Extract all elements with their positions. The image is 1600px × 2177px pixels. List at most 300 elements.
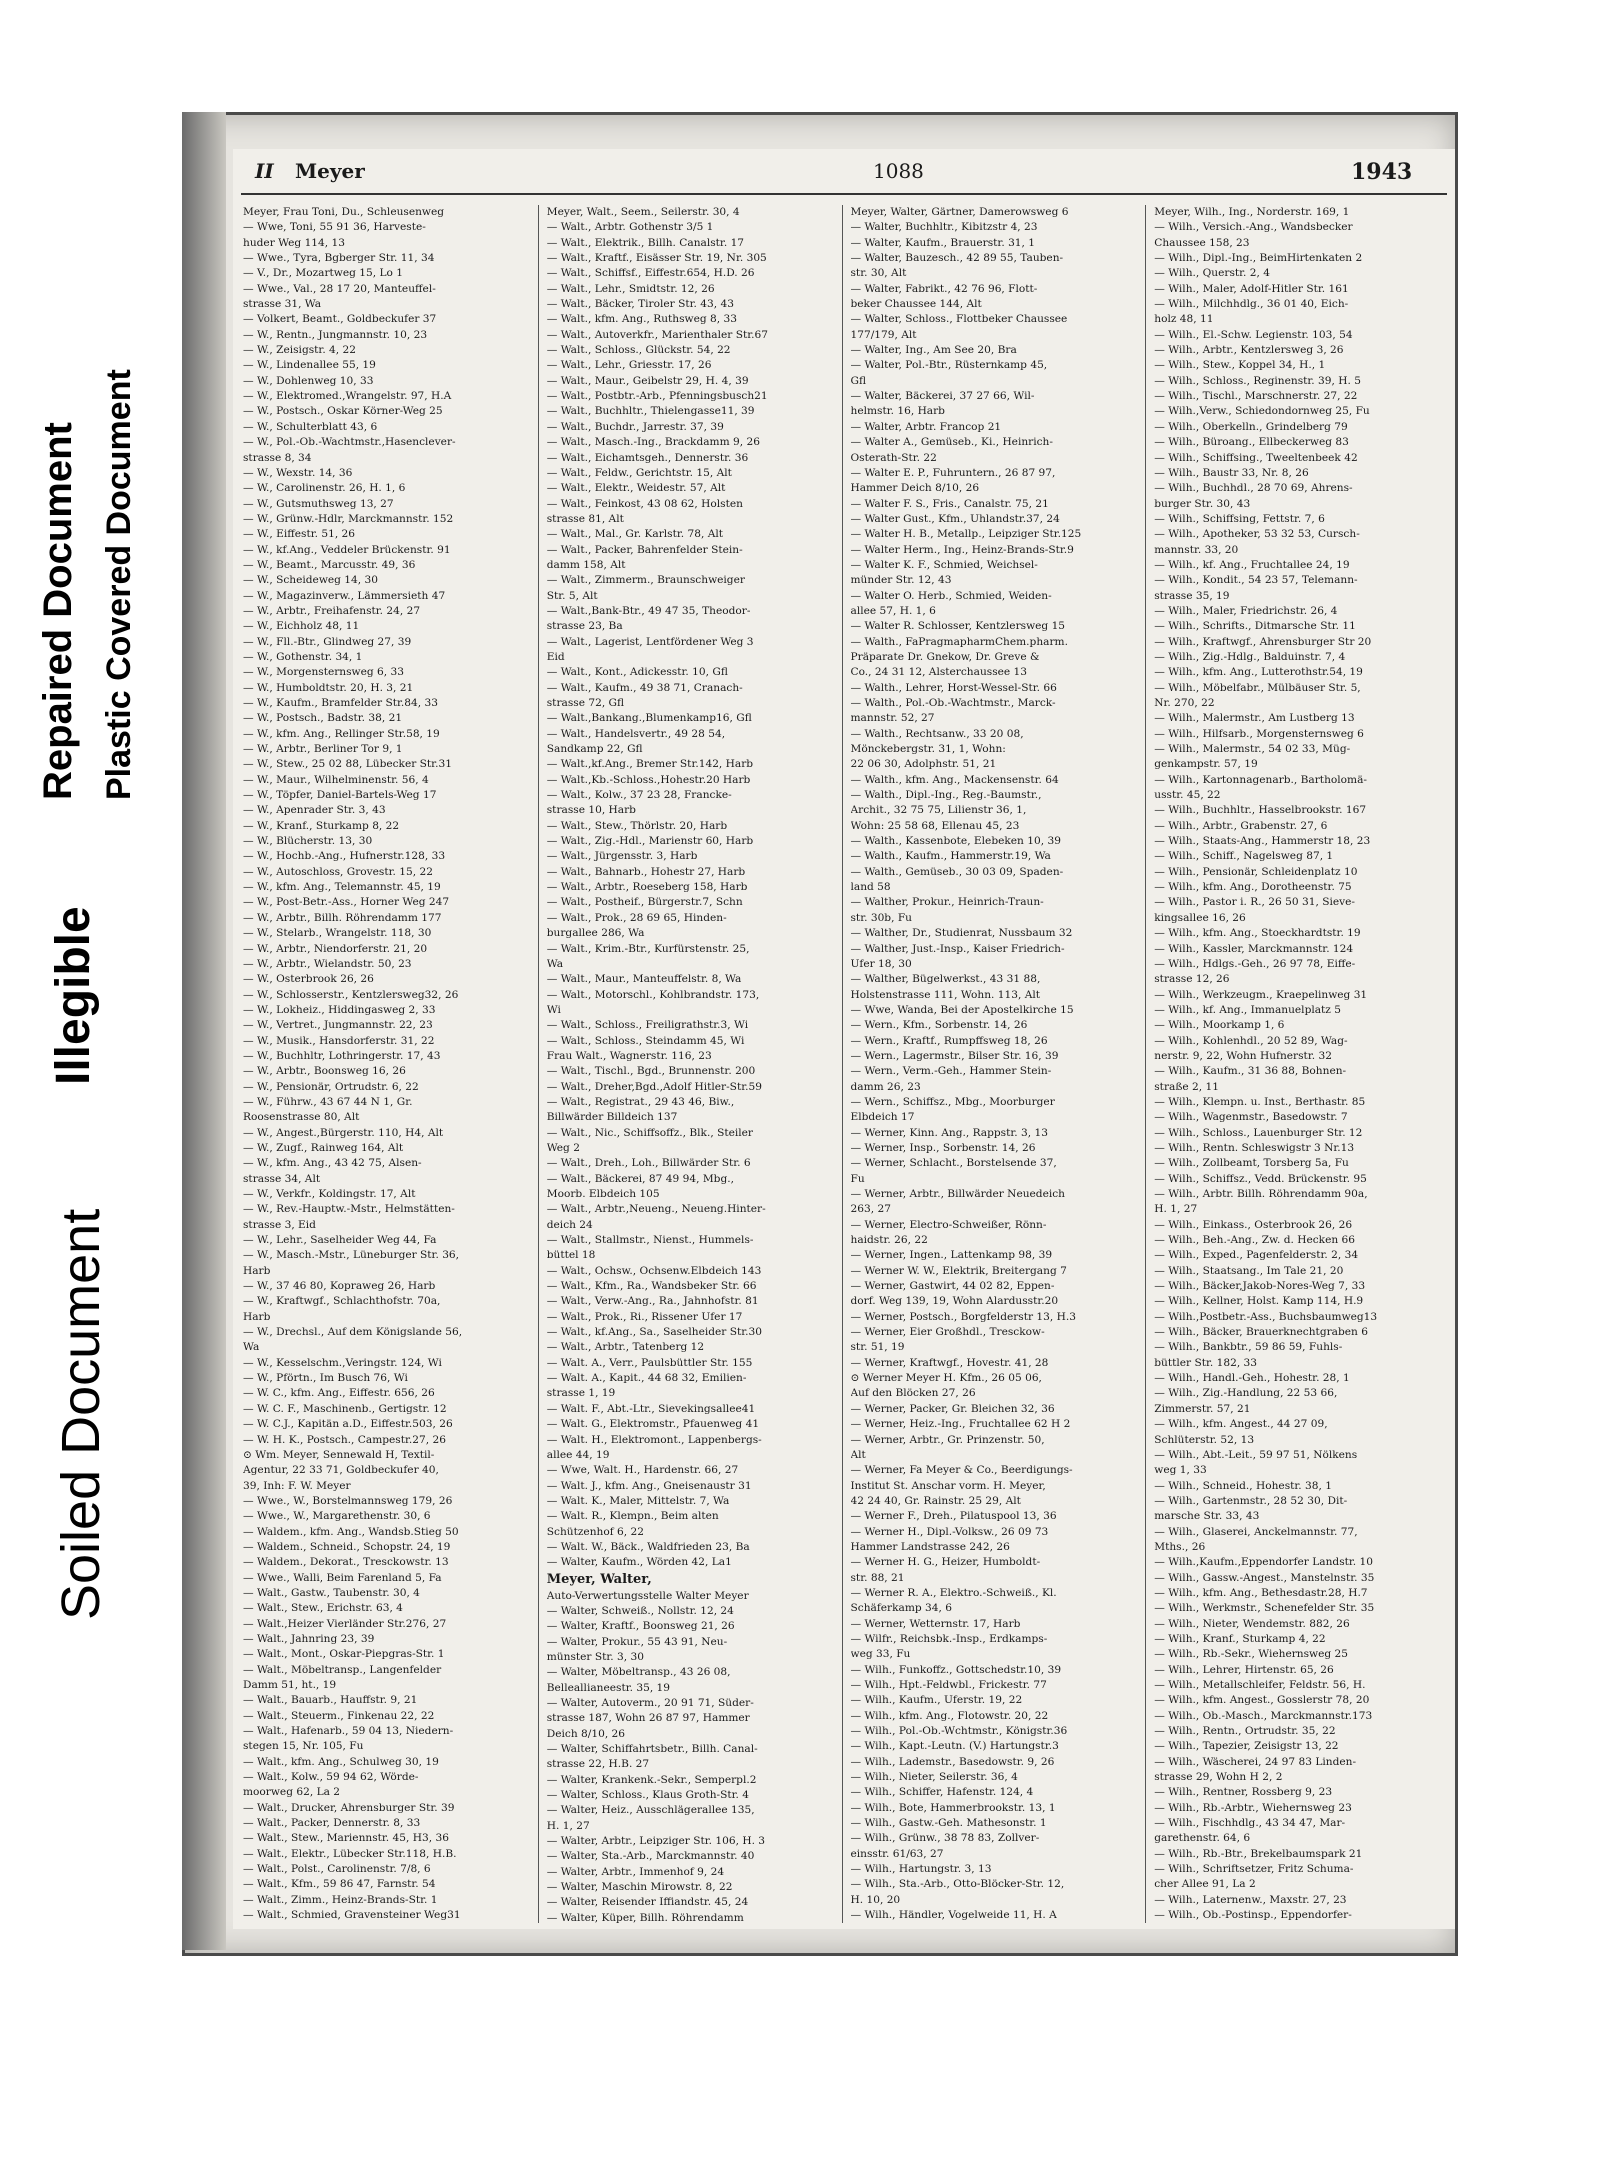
directory-entry: — Werner, Arbtr., Gr. Prinzenstr. 50, [850, 1433, 1045, 1446]
directory-entry: — Wilh., kf. Ang., Fruchtallee 24, 19 [1154, 558, 1350, 571]
directory-entry: — Walt., Zig.-Hdl., Marienstr 60, Harb [546, 835, 754, 848]
directory-entry: — Wilh., Glaserei, Anckelmannstr. 77, [1154, 1525, 1358, 1538]
directory-entry: — Wilh., Zig.-Handlung, 22 53 66, [1154, 1387, 1338, 1400]
directory-entry: einsstr. 61/63, 27 [850, 1847, 944, 1860]
directory-entry: — Wilh., Schiffsing., Tweeltenbeek 42 [1154, 451, 1358, 464]
directory-entry: — Wilh., Kaufm., Uferstr. 19, 22 [850, 1694, 1023, 1707]
directory-entry: — Wilh., Lehrer, Hirtenstr. 65, 26 [1154, 1663, 1334, 1676]
directory-entry: Meyer, Walt., Seem., Seilerstr. 30, 4 [546, 206, 740, 218]
directory-entry: — W., Kesselschm.,Veringstr. 124, Wi [243, 1356, 442, 1369]
directory-entry: — Walt., kfm. Ang., Schulweg 30, 19 [243, 1755, 439, 1768]
directory-entry: — W., Führw., 43 67 44 N 1, Gr. [243, 1095, 413, 1108]
directory-entry: — Wilh., Bäcker,Jakob-Nores-Weg 7, 33 [1154, 1280, 1366, 1293]
directory-entry: — Wilh., Malermstr., 54 02 33, Müg- [1154, 743, 1351, 756]
directory-entry: H. 10, 20 [850, 1893, 901, 1906]
directory-entry: — Wilh., Arbtr., Grabenstr. 27, 6 [1154, 819, 1328, 832]
directory-entry: — Waldem., Dekorat., Tresckowstr. 13 [243, 1556, 449, 1569]
directory-entry: — Walter, Prokur., 55 43 91, Neu- [546, 1635, 728, 1648]
directory-entry: kingsallee 16, 26 [1154, 911, 1246, 924]
directory-entry: — Wilh., Baustr 33, Nr. 8, 26 [1154, 466, 1309, 479]
directory-entry: — Walth., Lehrer, Horst-Wessel-Str. 66 [850, 681, 1057, 694]
directory-entry: — W., Schlosserstr., Kentzlersweg32, 26 [243, 988, 459, 1001]
directory-entry: — Walt., Schloss., Glückstr. 54, 22 [546, 344, 731, 357]
directory-entry: — Walt., Tischl., Bgd., Brunnenstr. 200 [546, 1065, 756, 1078]
directory-entry: — Wilh., Möbelfabr., Mülbäuser Str. 5, [1154, 681, 1361, 694]
directory-entry: — Walter, Arbtr. Francop 21 [850, 420, 1002, 433]
directory-entry: — W., Elektromed.,Wrangelstr. 97, H.A [243, 390, 452, 403]
directory-entry: — Wilh., Schiff., Nagelsweg 87, 1 [1154, 850, 1334, 863]
directory-entry: — Walter, Bäckerei, 37 27 66, Wil- [850, 390, 1035, 403]
directory-entry: — Walt., Stew., Mariennstr. 45, H3, 36 [243, 1832, 449, 1845]
directory-entry: — Werner, Heiz.-Ing., Fruchtallee 62 H 2 [850, 1418, 1071, 1431]
directory-entry: — Walt. R., Klempn., Beim alten [546, 1510, 719, 1523]
directory-entry: — Wwe., W., Borstelmannsweg 179, 26 [243, 1494, 453, 1507]
directory-entry: — Wilh., Staatsang., Im Tale 21, 20 [1154, 1264, 1344, 1277]
directory-entry: — Wilh., Tapezier, Zeisigstr 13, 22 [1154, 1740, 1339, 1753]
directory-entry: land 58 [850, 881, 891, 894]
directory-entry: — W., Pol.-Ob.-Wachtmstr.,Hasenclever- [243, 436, 456, 449]
directory-entry: — Walter, Schloss., Klaus Groth-Str. 4 [546, 1789, 749, 1802]
directory-entry: — Wilh., Rb.-Sekr., Wiehernsweg 25 [1154, 1648, 1349, 1661]
directory-entry: — Walter, Bauzesch., 42 89 55, Tauben- [850, 252, 1064, 265]
directory-entry: — Walt. G., Elektromstr., Pfauenweg 41 [546, 1418, 760, 1431]
directory-entry: — Wwe, Toni, 55 91 36, Harveste- [243, 221, 426, 234]
directory-entry: — W., Dohlenweg 10, 33 [243, 374, 374, 387]
directory-entry: — Wilh., Fischhdlg., 43 34 47, Mar- [1154, 1817, 1346, 1830]
directory-entry: — Walt., Stew., Thörlstr. 20, Harb [546, 819, 728, 832]
directory-entry: Harb [243, 1310, 271, 1323]
directory-entry: — W., Postsch., Badstr. 38, 21 [243, 712, 403, 725]
directory-entry: — Wilh., Maler, Adolf-Hitler Str. 161 [1154, 282, 1349, 295]
directory-entry: — Walter, Krankenk.-Sekr., Semperpl.2 [546, 1773, 757, 1786]
directory-entry: — Wilh., Pastor i. R., 26 50 31, Sieve- [1154, 896, 1355, 909]
directory-entry: — Wern., Kfm., Sorbenstr. 14, 26 [850, 1019, 1028, 1032]
directory-entry: — Wilh., Arbtr. Billh. Röhrendamm 90a, [1154, 1188, 1368, 1200]
directory-entry: Holstenstrasse 111, Wohn. 113, Alt [850, 988, 1041, 1001]
directory-entry: — W., Eichholz 48, 11 [243, 620, 360, 633]
directory-entry: usstr. 45, 22 [1154, 789, 1221, 802]
directory-entry: burger Str. 30, 43 [1154, 497, 1251, 510]
directory-entry: — Volkert, Beamt., Goldbeckufer 37 [243, 313, 437, 326]
directory-entry: strasse 8, 34 [243, 451, 312, 464]
directory-entry: 177/179, Alt [850, 328, 917, 341]
directory-column [1152, 205, 1449, 1923]
directory-entry: — Walt., Drucker, Ahrensburger Str. 39 [243, 1801, 455, 1814]
directory-entry: — Walter, Heiz., Ausschlägerallee 135, [546, 1804, 755, 1817]
directory-entry: — Wwe, Walt. H., Hardenstr. 66, 27 [546, 1464, 739, 1477]
header-rule [241, 193, 1447, 195]
directory-entry: — Wilh., Dipl.-Ing., BeimHirtenkaten 2 [1154, 252, 1363, 265]
directory-entry: — Walt., Zimm., Heinz-Brands-Str. 1 [243, 1893, 438, 1906]
directory-entry: str. 30b, Fu [850, 911, 912, 924]
directory-entry: — Walter H. B., Metallp., Leipziger Str.125 [850, 528, 1082, 541]
directory-entry: Mths., 26 [1154, 1540, 1206, 1553]
directory-entry: — Walther, Dr., Studienrat, Nussbaum 32 [850, 927, 1073, 940]
directory-entry: — Walt., Jahnring 23, 39 [243, 1632, 375, 1645]
directory-entry: — Walter, Arbtr., Immenhof 9, 24 [546, 1865, 725, 1878]
directory-entry: — Wilh., kfm. Ang., Bethesdastr.28, H.7 [1154, 1586, 1368, 1599]
directory-entry: Fu [850, 1172, 865, 1185]
label-plastic-covered-document: Plastic Covered Document [100, 369, 138, 800]
directory-entry: — Walther, Just.-Insp., Kaiser Friedrich- [850, 942, 1065, 955]
directory-entry: — Wilh., Wagenmstr., Basedowstr. 7 [1154, 1111, 1348, 1124]
directory-entry: 263, 27 [850, 1203, 891, 1216]
directory-entry: — Walter, Kaufm., Wörden 42, La1 [546, 1556, 732, 1569]
directory-entry: Auf den Blöcken 27, 26 [850, 1387, 976, 1400]
directory-entry: str. 51, 19 [850, 1341, 905, 1354]
directory-entry: Eid [546, 650, 565, 663]
directory-entry: — Walter, Maschin Mirowstr. 8, 22 [546, 1881, 733, 1894]
directory-entry: Sandkamp 22, Gfl [546, 743, 643, 756]
directory-entry: — Walt., Registrat., 29 43 46, Biw., [546, 1095, 735, 1108]
directory-entry: — W., Musik., Hansdorferstr. 31, 22 [243, 1034, 435, 1047]
directory-entry: — Walth., Kassenbote, Elebeken 10, 39 [850, 835, 1061, 848]
directory-entry: ⊙ Werner Meyer H. Kfm., 26 05 06, [850, 1372, 1042, 1385]
directory-column [545, 205, 843, 1923]
directory-entry: damm 158, Alt [546, 558, 626, 571]
directory-entry: — Walt., Mal., Gr. Karlstr. 78, Alt [546, 528, 724, 541]
directory-entry: — Walt.,Bankang.,Blumenkamp16, Gfl [546, 712, 752, 725]
directory-entry: strasse 81, Alt [546, 512, 624, 525]
directory-entry: — Walt., Buchdr., Jarrestr. 37, 39 [546, 420, 724, 433]
directory-entry: — Wwe., Walli, Beim Farenland 5, Fa [243, 1571, 442, 1584]
header-page-number: 1088 [873, 159, 924, 183]
directory-page-left [233, 149, 1455, 1929]
directory-entry: — W., Kaufm., Bramfelder Str.84, 33 [243, 697, 438, 709]
directory-entry: — Wilh., Kraftwgf., Ahrensburger Str 20 [1154, 635, 1372, 648]
directory-entry: — Wilh., Kapt.-Leutn. (V.) Hartungstr.3 [850, 1740, 1059, 1753]
directory-entry: — Wilh., Hdlgs.-Geh., 26 97 78, Eiffe- [1154, 957, 1356, 970]
directory-entry: — Walt., Schiffsf., Eiffestr.654, H.D. 26 [546, 267, 755, 280]
directory-entry: — Werner R. A., Elektro.-Schweiß., Kl. [850, 1586, 1057, 1599]
directory-entry: Co., 24 31 12, Alsterchaussee 13 [850, 666, 1028, 679]
directory-entry: marsche Str. 33, 43 [1154, 1510, 1260, 1523]
directory-entry: — Walter, Pol.-Btr., Rüsternkamp 45, [850, 359, 1048, 372]
directory-entry: — W., Gutsmuthsweg 13, 27 [243, 497, 394, 510]
directory-entry: — W., Rev.-Hauptw.-Mstr., Helmstätten- [243, 1203, 455, 1216]
directory-entry: holz 48, 11 [1154, 313, 1214, 326]
directory-entry: — Wern., Verm.-Geh., Hammer Stein- [850, 1065, 1052, 1078]
directory-entry: — Walt., Dreh., Loh., Billwärder Str. 6 [546, 1157, 751, 1170]
directory-entry: — Wilh., Zollbeamt, Torsberg 5a, Fu [1154, 1157, 1349, 1170]
directory-column [241, 205, 539, 1923]
directory-entry: — Walt.,Kb.-Schloss.,Hohestr.20 Harb [546, 773, 751, 786]
directory-entry: — Walt., Packer, Bahrenfelder Stein- [546, 543, 743, 556]
directory-entry: — Walter, Sta.-Arb., Marckmannstr. 40 [546, 1850, 755, 1863]
directory-entry: strasse 34, Alt [243, 1172, 321, 1185]
directory-entry: — Walter, Ing., Am See 20, Bra [850, 344, 1017, 357]
directory-entry: — W., Töpfer, Daniel-Bartels-Weg 17 [243, 789, 437, 802]
directory-entry: — W., Vertret., Jungmannstr. 22, 23 [243, 1019, 433, 1032]
directory-entry: — W., Maur., Wilhelminenstr. 56, 4 [243, 773, 429, 786]
directory-entry: — Walt., kf.Ang., Sa., Saselheider Str.30 [546, 1326, 762, 1339]
directory-entry: — Wilh., Kranf., Sturkamp 4, 22 [1154, 1632, 1326, 1645]
directory-entry: — Walter O. Herb., Schmied, Weiden- [850, 589, 1052, 602]
directory-entry: — Wilh., Oberkelln., Grindelberg 79 [1154, 420, 1348, 433]
directory-entry: büttel 18 [546, 1249, 596, 1262]
directory-entry: Schlüterstr. 52, 13 [1154, 1433, 1255, 1446]
directory-entry: — W., kfm. Ang., 43 42 75, Alsen- [243, 1157, 422, 1170]
directory-entry: — Walter, Schweiß., Nollstr. 12, 24 [546, 1604, 734, 1617]
directory-entry: Chaussee 158, 23 [1154, 236, 1250, 249]
directory-entry: — Walt., Maur., Manteuffelstr. 8, Wa [546, 973, 742, 986]
directory-entry: — W., Zugf., Rainweg 164, Alt [243, 1141, 404, 1154]
directory-entry: — W., Lindenallee 55, 19 [243, 359, 376, 372]
directory-entry: — W., Carolinenstr. 26, H. 1, 6 [243, 482, 406, 495]
directory-entry: Wohn: 25 58 68, Ellenau 45, 23 [850, 819, 1020, 832]
directory-entry: — Walter, Fabrikt., 42 76 96, Flott- [850, 282, 1038, 295]
directory-entry: — W., Blücherstr. 13, 30 [243, 835, 373, 848]
directory-entry: strasse 31, Wa [243, 298, 322, 311]
directory-entry: — W. C. F., Maschinenb., Gertigstr. 12 [243, 1402, 447, 1415]
directory-entry: — W., Arbtr., Wielandstr. 50, 23 [243, 957, 412, 970]
directory-entry: Gfl [850, 374, 867, 387]
directory-entry: Nr. 270, 22 [1154, 697, 1215, 709]
directory-entry: — Wilh., Staats-Ang., Hammerstr 18, 23 [1154, 835, 1371, 848]
directory-entry: — Walter, Kaufm., Brauerstr. 31, 1 [850, 236, 1036, 249]
directory-entry: — Walt., Verw.-Ang., Ra., Jahnhofstr. 81 [546, 1295, 759, 1308]
directory-entry: — Walt., Kaufm., 49 38 71, Cranach- [546, 681, 743, 694]
directory-entry: H. 1, 27 [546, 1819, 590, 1832]
directory-entry: — Walth., FaPragmapharmChem.pharm. [850, 635, 1068, 648]
directory-entry: strasse 29, Wohn H 2, 2 [1154, 1771, 1283, 1784]
directory-entry: — Werner, Kraftwgf., Hovestr. 41, 28 [850, 1356, 1049, 1369]
directory-entry: — Wilh., Ob.-Masch., Marckmannstr.173 [1154, 1709, 1373, 1722]
directory-entry: — Walt., Ochsw., Ochsenw.Elbdeich 143 [546, 1264, 762, 1277]
directory-entry: — Walter, Buchhltr., Kibitzstr 4, 23 [850, 221, 1038, 234]
directory-entry: — W., Beamt., Marcusstr. 49, 36 [243, 558, 416, 571]
directory-entry: — Wilh., Beh.-Ang., Zw. d. Hecken 66 [1154, 1234, 1356, 1247]
directory-entry: — W., Apenrader Str. 3, 43 [243, 804, 386, 817]
directory-entry: — Walt., Lagerist, Lentfördener Weg 3 [546, 635, 754, 648]
directory-entry: — Wilh., Rentner, Rossberg 9, 23 [1154, 1786, 1333, 1799]
directory-entry: strasse 3, Eid [243, 1218, 316, 1231]
directory-entry: — Walt., Buchhltr., Thielengasse11, 39 [546, 405, 755, 418]
directory-entry: — Walter E. P., Fuhruntern., 26 87 97, [850, 466, 1056, 479]
directory-entry: — Walt., Maur., Geibelstr 29, H. 4, 39 [546, 374, 749, 387]
directory-entry: Belleallianeestr. 35, 19 [546, 1681, 671, 1694]
directory-entry: — Walth., Pol.-Ob.-Wachtmstr., Marck- [850, 697, 1056, 709]
directory-entry: — Wilh., Bäcker, Brauerknechtgraben 6 [1154, 1326, 1368, 1339]
directory-entry: Str. 5, Alt [546, 589, 598, 602]
directory-entry: — Werner H., Dipl.-Volksw., 26 09 73 [850, 1525, 1049, 1538]
directory-entry: — Wilh., Grünw., 38 78 83, Zollver- [850, 1832, 1040, 1845]
directory-entry: Agentur, 22 33 71, Goldbeckufer 40, [243, 1464, 439, 1477]
directory-entry: — Wilh., Bankbtr., 59 86 59, Fuhls- [1154, 1341, 1343, 1354]
directory-entry: — W., Postsch., Oskar Körner-Weg 25 [243, 405, 443, 418]
directory-entry: — Walt., Kfm., Ra., Wandsbeker Str. 66 [546, 1280, 757, 1293]
directory-entry: — Werner, Schlacht., Borstelsende 37, [850, 1157, 1057, 1170]
directory-entry: — W., Arbtr., Niendorferstr. 21, 20 [243, 942, 428, 955]
directory-entry: — Walt., Kfm., 59 86 47, Farnstr. 54 [243, 1878, 436, 1891]
directory-entry: burgallee 286, Wa [546, 927, 645, 940]
directory-entry: — Wilh., Pol.-Ob.-Wchtmstr., Königstr.36 [850, 1725, 1068, 1738]
directory-entry: — Walt., Feinkost, 43 08 62, Holsten [546, 497, 743, 510]
directory-entry: — Wilh., Schloss., Reginenstr. 39, H. 5 [1154, 374, 1361, 387]
directory-entry: — Walth., Rechtsanw., 33 20 08, [850, 727, 1024, 740]
directory-entry: — Wilh., kfm. Angest., 44 27 09, [1154, 1418, 1328, 1431]
directory-entry: stegen 15, Nr. 105, Fu [243, 1740, 364, 1753]
directory-entry: — W., Drechsl., Auf dem Königslande 56, [243, 1326, 463, 1339]
directory-entry: — Walt., Bäcker, Tiroler Str. 43, 43 [546, 298, 734, 311]
directory-entry: Damm 51, ht., 19 [243, 1679, 337, 1691]
directory-entry: — Werner, Postsch., Borgfelderstr 13, H.3 [850, 1310, 1076, 1323]
directory-entry: — Wilh., Versich.-Ang., Wandsbecker [1154, 221, 1353, 234]
directory-entry: Wa [546, 957, 564, 970]
directory-entry: — Wilh., Moorkamp 1, 6 [1154, 1019, 1285, 1032]
directory-entry: — Wilh., Kassler, Marckmannstr. 124 [1154, 942, 1354, 955]
directory-entry: weg 1, 33 [1154, 1464, 1207, 1477]
directory-entry: — Walt., Schmied, Gravensteiner Weg31 [243, 1909, 461, 1922]
directory-entry: garethenstr. 64, 6 [1154, 1832, 1251, 1845]
directory-entry: — Wilh., Querstr. 2, 4 [1154, 267, 1270, 280]
directory-entry: cher Allee 91, La 2 [1154, 1878, 1256, 1891]
directory-entry: — Walt., Autoverkfr., Marienthaler Str.67 [546, 328, 768, 341]
directory-entry: — Wilh., Wäscherei, 24 97 83 Linden- [1154, 1755, 1357, 1768]
directory-entry: strasse 22, H.B. 27 [546, 1758, 650, 1771]
directory-entry: — Walt., Prok., 28 69 65, Hinden- [546, 911, 727, 924]
directory-entry: — Walth., Gemüseb., 30 03 09, Spaden- [850, 865, 1064, 878]
directory-entry: — W., Wexstr. 14, 36 [243, 466, 353, 479]
directory-entry: — Walther, Bügelwerkst., 43 31 88, [850, 973, 1041, 986]
directory-entry: — Walter Herm., Ing., Heinz-Brands-Str.9 [850, 543, 1074, 556]
directory-entry: — Wilh., Metallschleifer, Feldstr. 56, H. [1154, 1679, 1366, 1691]
directory-entry: — Walt., Bauarb., Hauffstr. 9, 21 [243, 1694, 418, 1707]
directory-entry: Institut St. Anschar vorm. H. Meyer, [850, 1479, 1046, 1492]
directory-entry: Weg 2 [546, 1141, 580, 1154]
directory-entry: — Wilh., Handl.-Geh., Hohestr. 28, 1 [1154, 1372, 1350, 1385]
header-section: II [255, 159, 274, 183]
directory-entry: — Wilh., kfm. Ang., Dorotheenstr. 75 [1154, 881, 1352, 894]
header-name: Meyer [295, 159, 365, 183]
directory-entry: — Wwe, Wanda, Bei der Apostelkirche 15 [850, 1003, 1074, 1016]
directory-entry: — W., Hochb.-Ang., Hufnerstr.128, 33 [243, 850, 446, 863]
directory-entry: — W., Humboldtstr. 20, H. 3, 21 [243, 681, 414, 694]
directory-entry: Hammer Deich 8/10, 26 [850, 482, 980, 495]
directory-entry: — Wilh.,Verw., Schiedondornweg 25, Fu [1154, 405, 1370, 418]
directory-entry: — Wilh., Werkzeugm., Kraepelinweg 31 [1154, 988, 1368, 1001]
directory-entry: — W., Stew., 25 02 88, Lübecker Str.31 [243, 758, 452, 771]
directory-entry: — Werner H. G., Heizer, Humboldt- [850, 1556, 1041, 1569]
directory-entry: — Werner, Kinn. Ang., Rappstr. 3, 13 [850, 1126, 1048, 1139]
directory-entry: moorweg 62, La 2 [243, 1786, 341, 1799]
directory-entry: — Wilh., Tischl., Marschnerstr. 27, 22 [1154, 390, 1358, 403]
directory-entry: — Werner, Eier Großhdl., Tresckow- [850, 1326, 1045, 1339]
directory-entry: — W., Verkfr., Koldingstr. 17, Alt [243, 1188, 416, 1200]
directory-entry: — Walter, Autoverm., 20 91 71, Süder- [546, 1697, 754, 1709]
directory-entry: Wi [546, 1003, 561, 1016]
directory-entry: — Walt., Elektr., Weidestr. 57, Alt [546, 482, 726, 495]
directory-entry: münster Str. 3, 30 [546, 1650, 644, 1663]
directory-entry: — Walt., Dreher,Bgd.,Adolf Hitler-Str.59 [546, 1080, 762, 1093]
directory-entry: — W., Kraftwgf., Schlachthofstr. 70a, [243, 1295, 441, 1308]
directory-entry: — W., Angest.,Bürgerstr. 110, H4, Alt [243, 1126, 444, 1139]
directory-entry: str. 88, 21 [850, 1571, 905, 1584]
directory-entry: — Walt., Bäckerei, 87 49 94, Mbg., [546, 1172, 734, 1185]
directory-entry: — Wilh., Laternenw., Maxstr. 27, 23 [1154, 1893, 1347, 1906]
directory-entry: strasse 1, 19 [546, 1387, 616, 1400]
directory-entry: — Werner, Wetternstr. 17, Harb [850, 1617, 1021, 1630]
directory-entry: — Walt. K., Maler, Mittelstr. 7, Wa [546, 1494, 730, 1507]
directory-entry: Auto-Verwertungsstelle Walter Meyer [546, 1589, 749, 1602]
directory-entry: — Walter, Küper, Billh. Röhrendamm [546, 1911, 744, 1923]
directory-entry: nerstr. 9, 22, Wohn Hufnerstr. 32 [1154, 1049, 1332, 1062]
directory-entry: Archit., 32 75 75, Lilienstr 36, 1, [850, 804, 1027, 817]
directory-entry: — Walt., Kraftf., Eisässer Str. 19, Nr. 305 [546, 252, 767, 265]
directory-entry: — Walt., Postheif., Bürgerstr.7, Schn [546, 896, 743, 909]
directory-entry: — Wilh., Kohlenhdl., 20 52 89, Wag- [1154, 1034, 1348, 1047]
directory-entry: — Wilh., Malermstr., Am Lustberg 13 [1154, 712, 1355, 725]
directory-entry: — Wilh., Hartungstr. 3, 13 [850, 1863, 992, 1876]
directory-entry: — W., kfm. Ang., Telemannstr. 45, 19 [243, 881, 441, 894]
directory-entry: — Wilh., El.-Schw. Legienstr. 103, 54 [1154, 328, 1353, 341]
directory-entry: — Wilh., Kartonnagenarb., Bartholomä- [1154, 773, 1367, 786]
directory-entry: — Walt., Gastw., Taubenstr. 30, 4 [243, 1586, 420, 1599]
directory-entry: — W., Pensionär, Ortrudstr. 6, 22 [243, 1080, 419, 1093]
directory-entry: huder Weg 114, 13 [243, 236, 346, 249]
directory-entry: — W., Grünw.-Hdlr, Marckmannstr. 152 [243, 512, 454, 525]
directory-entry: — Wilh.,Kaufm.,Eppendorfer Landstr. 10 [1154, 1556, 1373, 1569]
directory-entry: — W., kfm. Ang., Rellinger Str.58, 19 [243, 727, 440, 740]
directory-entry: — Walter, Schloss., Flottbeker Chaussee [850, 313, 1068, 326]
directory-entry: — W., Pförtn., Im Busch 76, Wi [243, 1372, 408, 1385]
directory-entry: Alt [850, 1448, 866, 1461]
directory-entry: Meyer, Walter, [546, 1571, 652, 1587]
directory-entry: — Wilh., Apotheker, 53 32 53, Cursch- [1154, 528, 1360, 541]
directory-entry: — Walter F. S., Fris., Canalstr. 75, 21 [850, 497, 1049, 510]
directory-entry: — Werner, Fa Meyer & Co., Beerdigungs- [850, 1464, 1073, 1477]
directory-entry: — Wilh., Klempn. u. Inst., Berthastr. 85 [1154, 1095, 1366, 1108]
label-repaired-document: Repaired Document [36, 422, 80, 800]
directory-entry: — Walt., Schloss., Steindamm 45, Wi [546, 1034, 745, 1047]
directory-entry: — Walt., Polst., Carolinenstr. 7/8, 6 [243, 1863, 431, 1876]
directory-entry: — Wwe., Val., 28 17 20, Manteuffel- [243, 282, 436, 295]
directory-entry: — Wilh., Nieter, Seilerstr. 36, 4 [850, 1771, 1018, 1784]
directory-entry: — Werner, Arbtr., Billwärder Neuedeich [850, 1188, 1066, 1200]
directory-entry: — Walt. A., Kapit., 44 68 32, Emilien- [546, 1372, 747, 1385]
directory-entry: — Wilh., Abt.-Leit., 59 97 51, Nölkens [1154, 1448, 1358, 1461]
directory-entry: — Wilh., Lademstr., Basedowstr. 9, 26 [850, 1755, 1055, 1768]
directory-entry: — Wilh., Händler, Vogelweide 11, H. A [850, 1909, 1057, 1922]
directory-entry: — Wilh., Schrifts., Ditmarsche Str. 11 [1154, 620, 1356, 633]
directory-entry: — Walt., Masch.-Ing., Brackdamm 9, 26 [546, 436, 760, 449]
directory-entry: — Walt., Elektrik., Billh. Canalstr. 17 [546, 236, 745, 249]
directory-entry: Meyer, Wilh., Ing., Norderstr. 169, 1 [1154, 206, 1350, 218]
directory-entry: — Walt., Nic., Schiffsoffz., Blk., Steiler [546, 1126, 753, 1139]
directory-entry: Meyer, Walter, Gärtner, Damerowsweg 6 [850, 206, 1069, 218]
directory-entry: Meyer, Frau Toni, Du., Schleusenweg [243, 206, 445, 218]
directory-entry: — Waldem., Schneid., Schopstr. 24, 19 [243, 1540, 451, 1553]
directory-entry: allee 57, H. 1, 6 [850, 604, 936, 617]
directory-entry: — Walt., Prok., Ri., Rissener Ufer 17 [546, 1310, 743, 1323]
directory-entry: — W. C.J., Kapitän a.D., Eiffestr.503, 26 [243, 1418, 453, 1431]
directory-entry: — Wilh., Kondit., 54 23 57, Telemann- [1154, 574, 1358, 587]
directory-entry: Wa [243, 1341, 260, 1354]
directory-entry: strasse 10, Harb [546, 804, 636, 817]
directory-entry: Präparate Dr. Gnekow, Dr. Greve & [850, 650, 1040, 663]
directory-entry: — Wilh., Schiffer, Hafenstr. 124, 4 [850, 1786, 1034, 1799]
directory-entry: — W., Arbtr., Berliner Tor 9, 1 [243, 743, 403, 756]
directory-entry: — Walt., Kolw., 59 94 62, Wörde- [243, 1771, 419, 1784]
directory-entry: — Wilh., Funkoffz., Gottschedstr.10, 39 [850, 1663, 1062, 1676]
directory-entry: — Walt., Eichamtsgeh., Dennerstr. 36 [546, 451, 749, 464]
directory-entry: — Werner, Packer, Gr. Bleichen 32, 36 [850, 1402, 1055, 1415]
directory-entry: — W., Eiffestr. 51, 26 [243, 528, 356, 541]
directory-entry: 22 06 30, Adolphstr. 51, 21 [850, 758, 997, 771]
directory-entry: — Werner, Insp., Sorbenstr. 14, 26 [850, 1141, 1036, 1154]
directory-entry: — Wilh., Exped., Pagenfelderstr. 2, 34 [1154, 1249, 1359, 1262]
directory-entry: münder Str. 12, 43 [850, 574, 952, 587]
